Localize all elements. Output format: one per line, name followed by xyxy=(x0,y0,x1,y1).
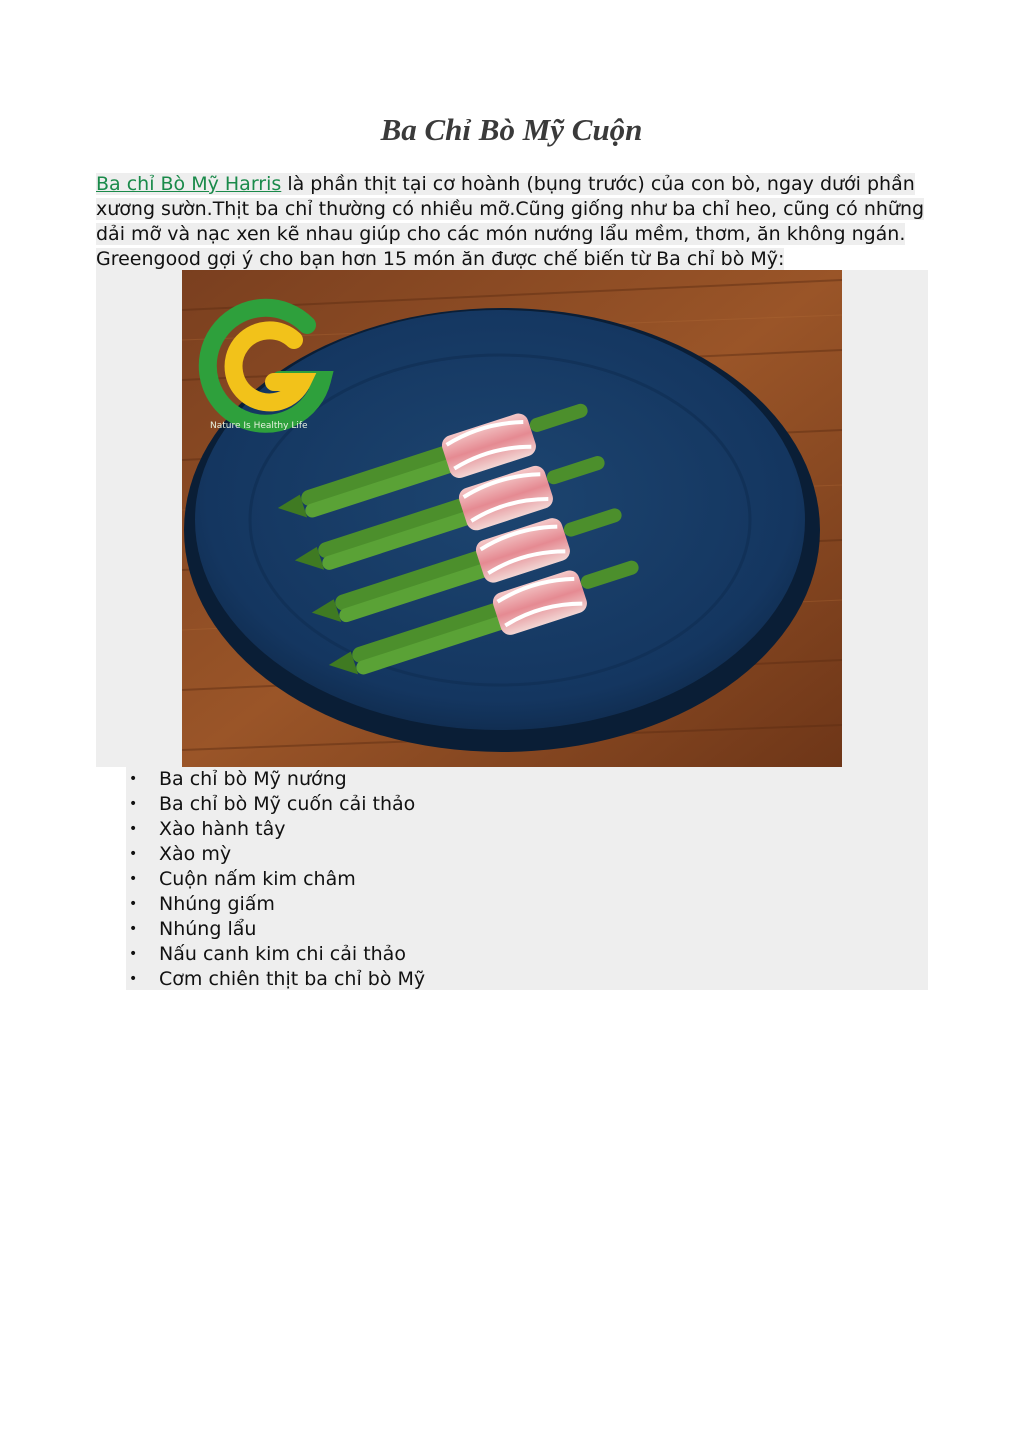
dish-label: Nhúng lẩu xyxy=(159,918,257,940)
list-item xyxy=(126,792,928,817)
intro-line-3: dải mỡ và nạc xen kẽ nhau giúp cho các món nướng lẩu mềm, thơm, ăn không ngán. xyxy=(96,223,906,245)
dish-label: Nấu canh kim chi cải thảo xyxy=(159,943,406,965)
bullet-icon: • xyxy=(129,971,138,987)
intro-line-4: Greengood gợi ý cho bạn hơn 15 món ăn được chế biến từ Ba chỉ bò Mỹ: xyxy=(96,248,785,270)
list-item xyxy=(126,892,928,917)
dish-label: Ba chỉ bò Mỹ cuốn cải thảo xyxy=(159,793,416,815)
list-item xyxy=(126,967,928,992)
intro-paragraph xyxy=(96,172,925,272)
page-title: Ba Chỉ Bò Mỹ Cuộn xyxy=(380,112,643,147)
beef-asparagus-photo xyxy=(182,270,842,767)
bullet-icon: • xyxy=(129,896,138,912)
harris-link[interactable]: Ba chỉ Bò Mỹ Harris xyxy=(96,173,282,195)
bullet-icon: • xyxy=(129,771,138,787)
figure-block xyxy=(96,270,928,767)
bullet-icon: • xyxy=(129,921,138,937)
list-item xyxy=(126,767,928,792)
dish-label: Cơm chiên thịt ba chỉ bò Mỹ xyxy=(159,968,426,990)
bullet-icon: • xyxy=(129,846,138,862)
intro-line-2: xương sườn.Thịt ba chỉ thường có nhiều mỡ.Cũng giống như ba chỉ heo, cũng có những xyxy=(96,198,925,220)
intro-line-1: là phần thịt tại cơ hoành (bụng trước) của con bò, ngay dưới phần xyxy=(281,173,915,195)
dish-list xyxy=(126,767,928,990)
dish-label: Cuộn nấm kim châm xyxy=(159,868,356,890)
bullet-icon: • xyxy=(129,821,138,837)
dish-label: Xào hành tây xyxy=(159,818,286,840)
list-item xyxy=(126,942,928,967)
list-item xyxy=(126,817,928,842)
logo-tagline: Nature Is Healthy Life xyxy=(210,421,308,431)
dish-label: Ba chỉ bò Mỹ nướng xyxy=(159,768,347,790)
dish-label: Nhúng giấm xyxy=(159,893,275,915)
bullet-icon: • xyxy=(129,871,138,887)
bullet-icon: • xyxy=(129,796,138,812)
bullet-icon: • xyxy=(129,946,138,962)
dish-label: Xào mỳ xyxy=(159,843,232,865)
list-item xyxy=(126,917,928,942)
list-item xyxy=(126,842,928,867)
list-item xyxy=(126,867,928,892)
